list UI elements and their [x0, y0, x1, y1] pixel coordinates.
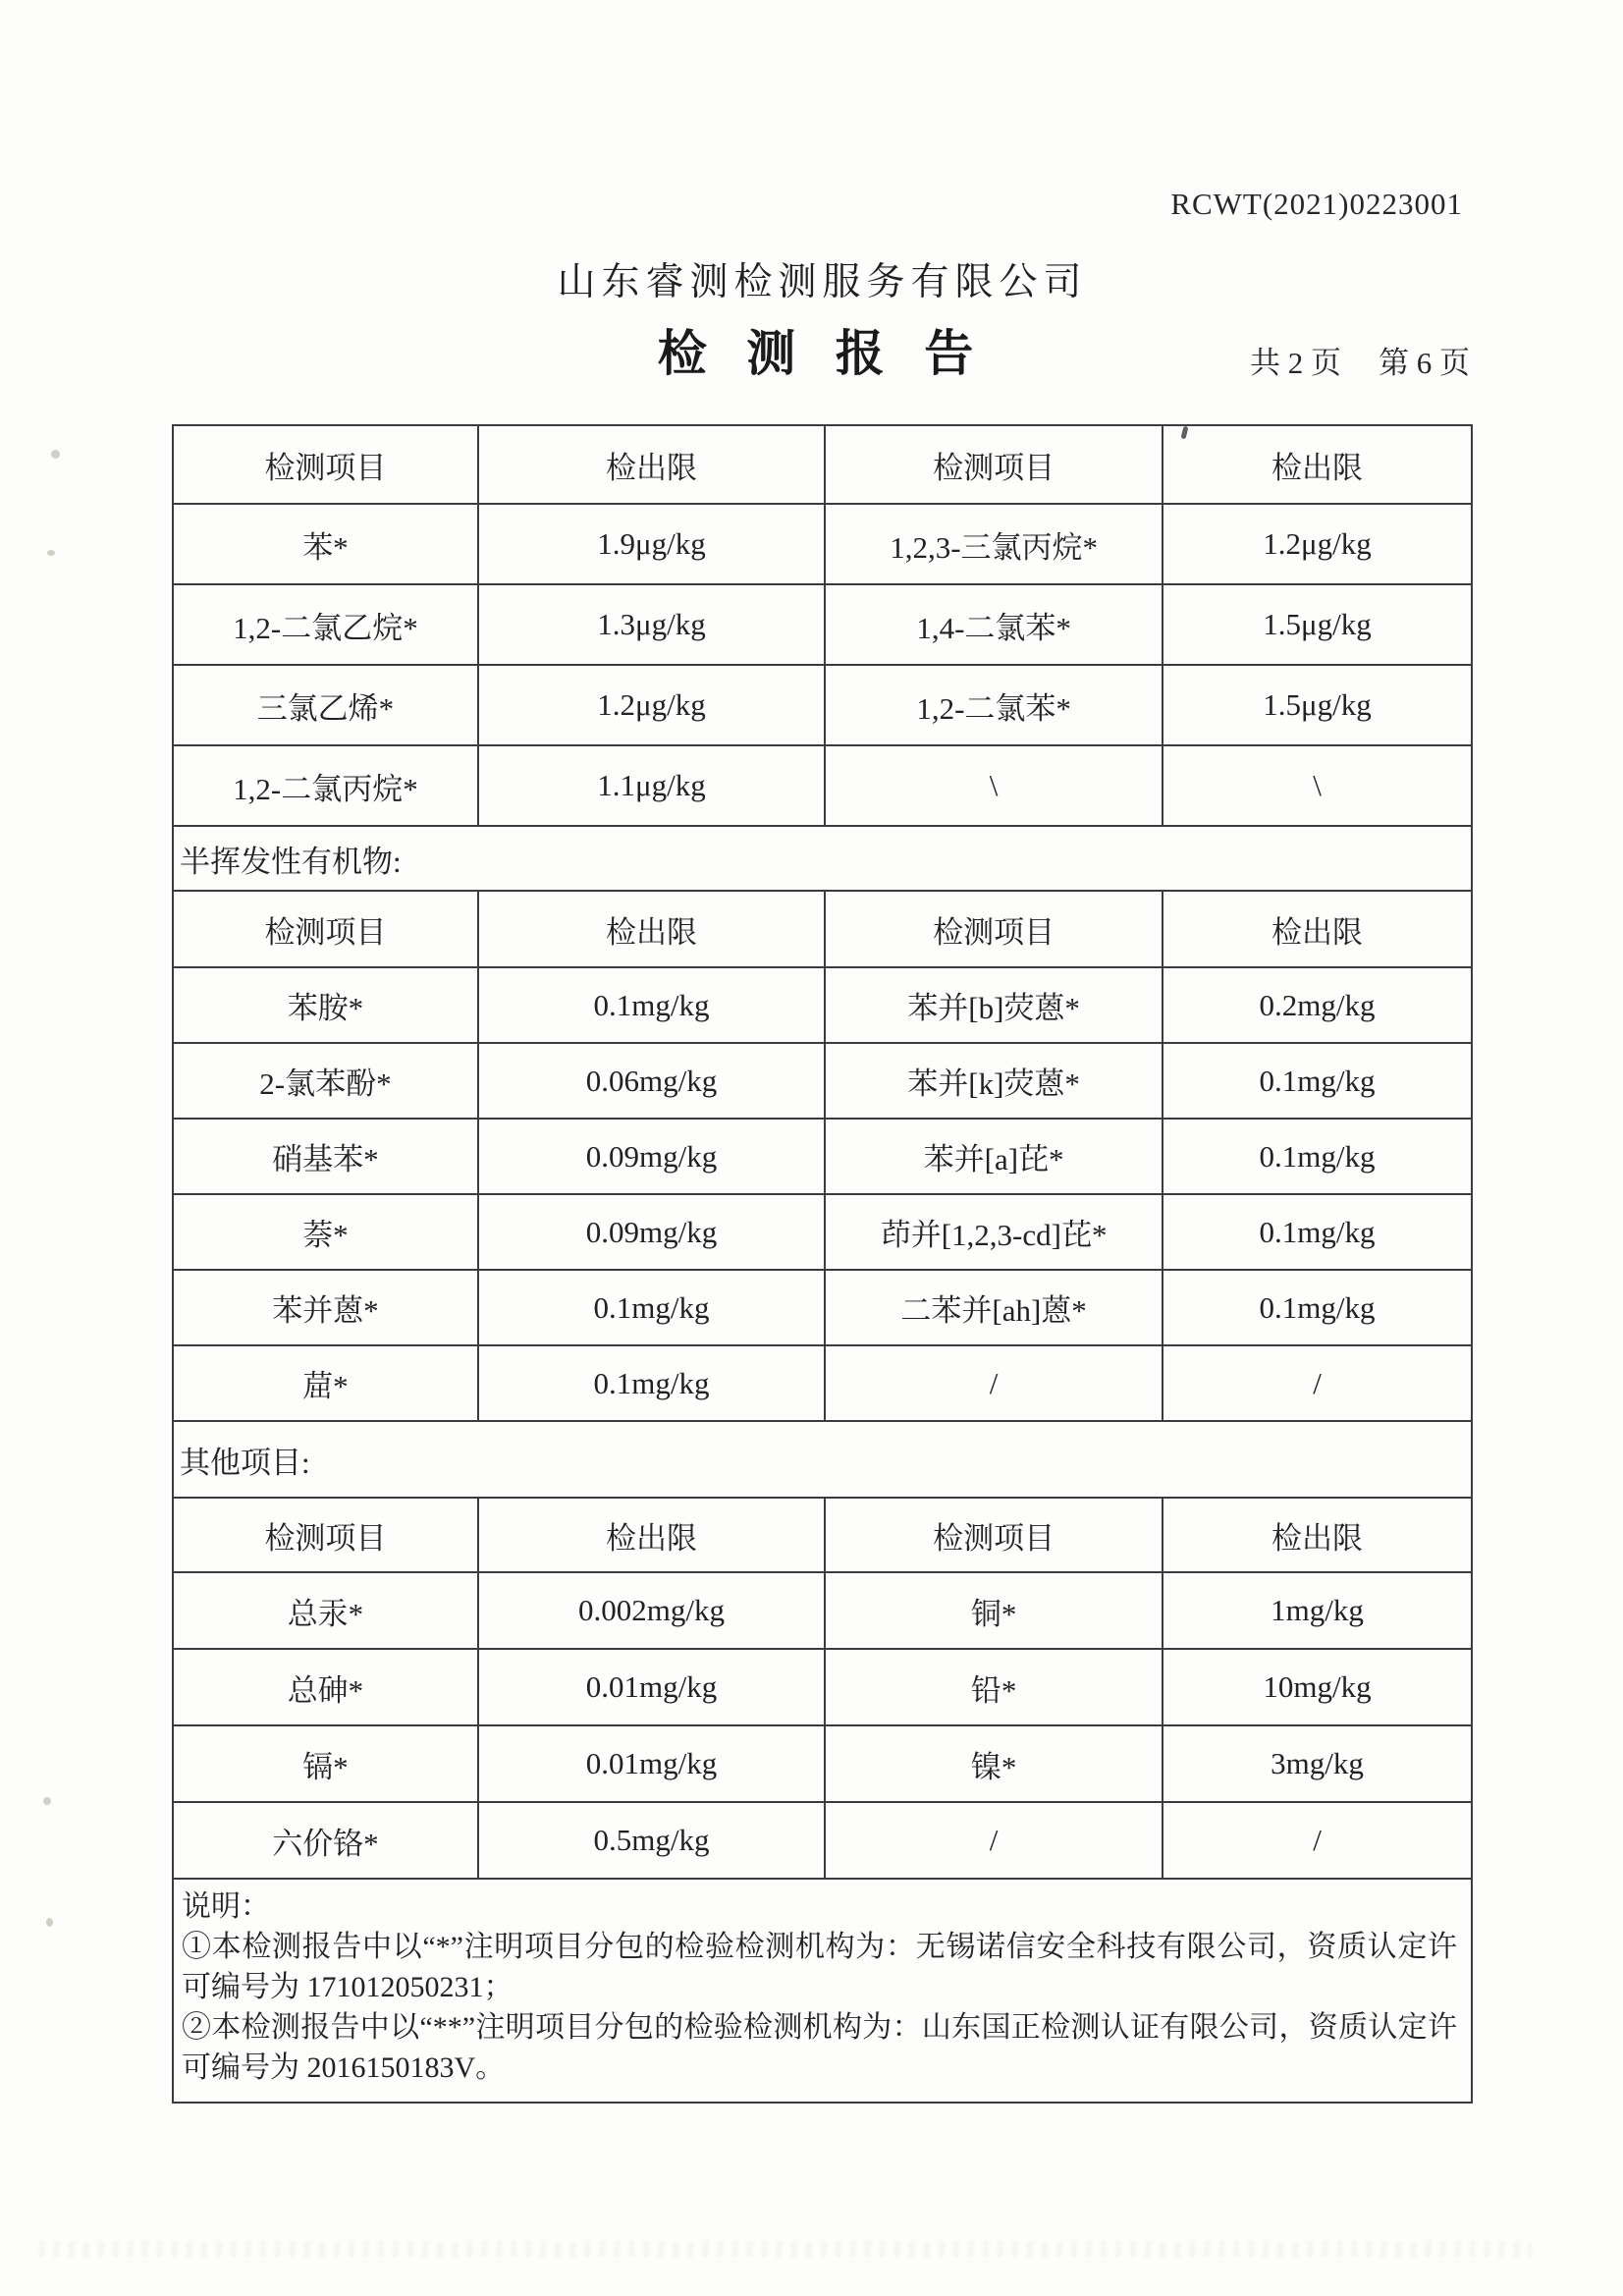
table-row — [173, 1572, 1472, 1649]
scan-artifact — [43, 1797, 51, 1805]
item-cell: \ — [825, 745, 1163, 826]
item-cell: 1,4-二氯苯* — [825, 584, 1163, 665]
limit-cell: 3mg/kg — [1163, 1725, 1472, 1802]
scan-artifact — [51, 450, 60, 459]
item-cell: 苯并蒽* — [173, 1270, 478, 1345]
limit-cell: 0.1mg/kg — [478, 967, 825, 1043]
table-row — [173, 665, 1472, 745]
item-cell: 苯并[a]芘* — [825, 1119, 1163, 1194]
table-header-row — [173, 425, 1472, 504]
item-cell: 苯并[b]荧蒽* — [825, 967, 1163, 1043]
voc-table — [172, 424, 1473, 827]
item-cell: 总砷* — [173, 1649, 478, 1725]
other-table — [172, 1497, 1473, 1880]
limit-cell: 0.002mg/kg — [478, 1572, 825, 1649]
note-item: ②本检测报告中以“**”注明项目分包的检验检测机构为：山东国正检测认证有限公司，资质认定许可编号为 2016150183V。 — [182, 2011, 1457, 2084]
notes-section — [172, 1880, 1473, 2104]
item-cell: 镉* — [173, 1725, 478, 1802]
item-cell: 二苯并[ah]蒽* — [825, 1270, 1163, 1345]
item-cell: 萘* — [173, 1194, 478, 1270]
column-header: 检出限 — [478, 891, 825, 967]
limit-cell: 0.1mg/kg — [478, 1270, 825, 1345]
item-cell: 硝基苯* — [173, 1119, 478, 1194]
limit-cell: 1.5μg/kg — [1163, 584, 1472, 665]
table-row — [173, 1649, 1472, 1725]
limit-cell: 0.09mg/kg — [478, 1119, 825, 1194]
report-number: RCWT(2021)0223001 — [1170, 187, 1463, 221]
item-cell: 镍* — [825, 1725, 1163, 1802]
item-cell: / — [825, 1345, 1163, 1421]
limit-cell: \ — [1163, 745, 1472, 826]
limit-cell: 1mg/kg — [1163, 1572, 1472, 1649]
limit-cell: 1.3μg/kg — [478, 584, 825, 665]
limit-cell: 0.01mg/kg — [478, 1725, 825, 1802]
table-header-row — [173, 1498, 1472, 1572]
table-row — [173, 967, 1472, 1043]
item-cell: 茚并[1,2,3-cd]芘* — [825, 1194, 1163, 1270]
svoc-table — [172, 890, 1473, 1422]
page-info — [1250, 338, 1470, 382]
limit-cell: / — [1163, 1802, 1472, 1879]
table-row — [173, 584, 1472, 665]
scan-texture — [39, 2241, 1532, 2257]
table-row — [173, 1802, 1472, 1879]
table-row — [173, 1043, 1472, 1119]
item-cell: 苯* — [173, 504, 478, 584]
column-header: 检出限 — [1163, 425, 1472, 504]
item-cell: 苯胺* — [173, 967, 478, 1043]
report-body — [172, 424, 1473, 2104]
limit-cell: 0.06mg/kg — [478, 1043, 825, 1119]
item-cell: 1,2-二氯丙烷* — [173, 745, 478, 826]
column-header: 检出限 — [478, 425, 825, 504]
column-header: 检测项目 — [173, 891, 478, 967]
notes-heading: 说明： — [182, 1890, 270, 1923]
page-current: 第 6 页 — [1379, 346, 1470, 380]
limit-cell: 1.5μg/kg — [1163, 665, 1472, 745]
limit-cell: / — [1163, 1345, 1472, 1421]
limit-cell: 0.1mg/kg — [1163, 1270, 1472, 1345]
company-name: 山东睿测检测服务有限公司 — [557, 261, 1088, 303]
limit-cell: 1.2μg/kg — [478, 665, 825, 745]
scan-artifact — [46, 1918, 53, 1927]
item-cell: 铜* — [825, 1572, 1163, 1649]
table-row — [173, 1119, 1472, 1194]
page-title: 检 测 报 告 — [657, 326, 988, 381]
item-cell: 䓛* — [173, 1345, 478, 1421]
column-header: 检测项目 — [825, 1498, 1163, 1572]
column-header: 检出限 — [1163, 1498, 1472, 1572]
item-cell: 三氯乙烯* — [173, 665, 478, 745]
table-row — [173, 1194, 1472, 1270]
table-row — [173, 1270, 1472, 1345]
column-header: 检测项目 — [173, 425, 478, 504]
item-cell: 1,2-二氯乙烷* — [173, 584, 478, 665]
limit-cell: 0.01mg/kg — [478, 1649, 825, 1725]
limit-cell: 0.2mg/kg — [1163, 967, 1472, 1043]
table-header-row — [173, 891, 1472, 967]
table-row — [173, 504, 1472, 584]
table-row — [173, 745, 1472, 826]
item-cell: 2-氯苯酚* — [173, 1043, 478, 1119]
column-header: 检测项目 — [825, 425, 1163, 504]
limit-cell: 1.1μg/kg — [478, 745, 825, 826]
section-label-other: 其他项目: — [172, 1422, 1473, 1497]
table-row — [173, 1725, 1472, 1802]
limit-cell: 0.1mg/kg — [1163, 1194, 1472, 1270]
scan-artifact — [47, 550, 55, 556]
item-cell: / — [825, 1802, 1163, 1879]
limit-cell: 0.1mg/kg — [1163, 1119, 1472, 1194]
limit-cell: 10mg/kg — [1163, 1649, 1472, 1725]
page-total: 共 2 页 — [1250, 346, 1341, 380]
item-cell: 1,2,3-三氯丙烷* — [825, 504, 1163, 584]
item-cell: 铅* — [825, 1649, 1163, 1725]
limit-cell: 0.1mg/kg — [478, 1345, 825, 1421]
limit-cell: 0.09mg/kg — [478, 1194, 825, 1270]
item-cell: 总汞* — [173, 1572, 478, 1649]
item-cell: 六价铬* — [173, 1802, 478, 1879]
table-row — [173, 1345, 1472, 1421]
limit-cell: 0.1mg/kg — [1163, 1043, 1472, 1119]
limit-cell: 1.9μg/kg — [478, 504, 825, 584]
column-header: 检测项目 — [173, 1498, 478, 1572]
column-header: 检测项目 — [825, 891, 1163, 967]
column-header: 检出限 — [1163, 891, 1472, 967]
column-header: 检出限 — [478, 1498, 825, 1572]
limit-cell: 1.2μg/kg — [1163, 504, 1472, 584]
limit-cell: 0.5mg/kg — [478, 1802, 825, 1879]
section-label-svoc: 半挥发性有机物: — [172, 827, 1473, 890]
item-cell: 1,2-二氯苯* — [825, 665, 1163, 745]
item-cell: 苯并[k]荧蒽* — [825, 1043, 1163, 1119]
note-item: ①本检测报告中以“*”注明项目分包的检验检测机构为：无锡诺信安全科技有限公司，资质认定许可编号为 171012050231； — [182, 1931, 1457, 2003]
